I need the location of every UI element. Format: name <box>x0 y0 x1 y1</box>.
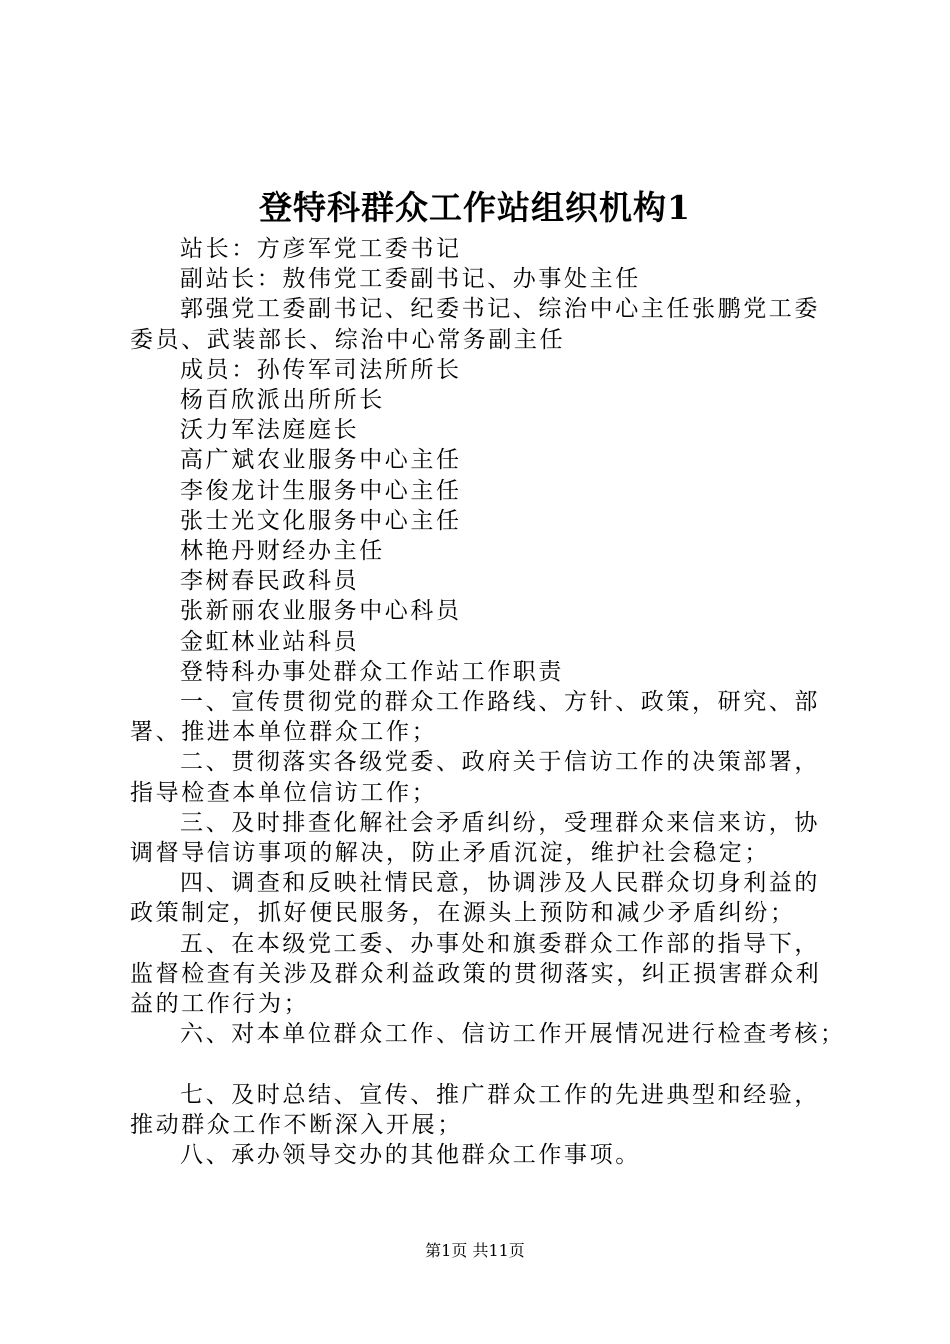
duty-item-2: 二、贯彻落实各级党委、政府关于信访工作的决策部署，指导检查本单位信访工作； <box>130 749 820 806</box>
paragraph-member: 沃力军法庭庭长 <box>180 417 360 444</box>
paragraph-station-head: 站长：方彦军党工委书记 <box>180 236 462 262</box>
duty-item-8: 八、承办领导交办的其他群众工作事项。 <box>180 1142 641 1169</box>
duty-item-7: 七、及时总结、宣传、推广群众工作的先进典型和经验，推动群众工作不断深入开展； <box>130 1081 820 1138</box>
paragraph-member: 高广斌农业服务中心主任 <box>180 447 462 474</box>
duty-item-6: 六、对本单位群众工作、信访工作开展情况进行检查考核； <box>180 1021 846 1048</box>
paragraph-deputy-members: 郭强党工委副书记、纪委书记、综治中心主任张鹏党工委委员、武装部长、综治中心常务副主任 <box>130 296 820 353</box>
duty-item-4: 四、调查和反映社情民意，协调涉及人民群众切身利益的政策制定，抓好便民服务，在源头上预防和减少矛盾纠纷； <box>130 870 820 927</box>
section-heading-duties: 登特科办事处群众工作站工作职责 <box>180 658 564 685</box>
paragraph-member: 杨百欣派出所所长 <box>180 387 385 414</box>
page-number-footer: 第1页 共11页 <box>425 1241 525 1260</box>
document-title: 登特科群众工作站组织机构1 <box>259 188 691 227</box>
paragraph-member: 金虹林业站科员 <box>180 628 360 655</box>
duty-item-1: 一、宣传贯彻党的群众工作路线、方针、政策，研究、部署、推进本单位群众工作； <box>130 689 820 746</box>
paragraph-member: 林艳丹财经办主任 <box>180 538 385 565</box>
paragraph-member: 张士光文化服务中心主任 <box>180 507 462 534</box>
paragraph-member: 李俊龙计生服务中心主任 <box>180 477 462 504</box>
paragraph-member: 成员：孙传军司法所所长 <box>180 356 462 383</box>
document-body <box>130 234 846 1170</box>
paragraph-member: 张新丽农业服务中心科员 <box>180 598 462 625</box>
paragraph-deputy-head: 副站长：敖伟党工委副书记、办事处主任 <box>180 266 641 293</box>
paragraph-member: 李树春民政科员 <box>180 568 360 595</box>
duty-item-3: 三、及时排查化解社会矛盾纠纷，受理群众来信来访，协调督导信访事项的解决，防止矛盾沉淀，维护社会稳定； <box>130 809 820 867</box>
duty-item-5: 五、在本级党工委、办事处和旗委群众工作部的指导下，监督检查有关涉及群众利益政策的贯彻落实，纠正损害群众利益的工作行为； <box>130 930 822 1018</box>
